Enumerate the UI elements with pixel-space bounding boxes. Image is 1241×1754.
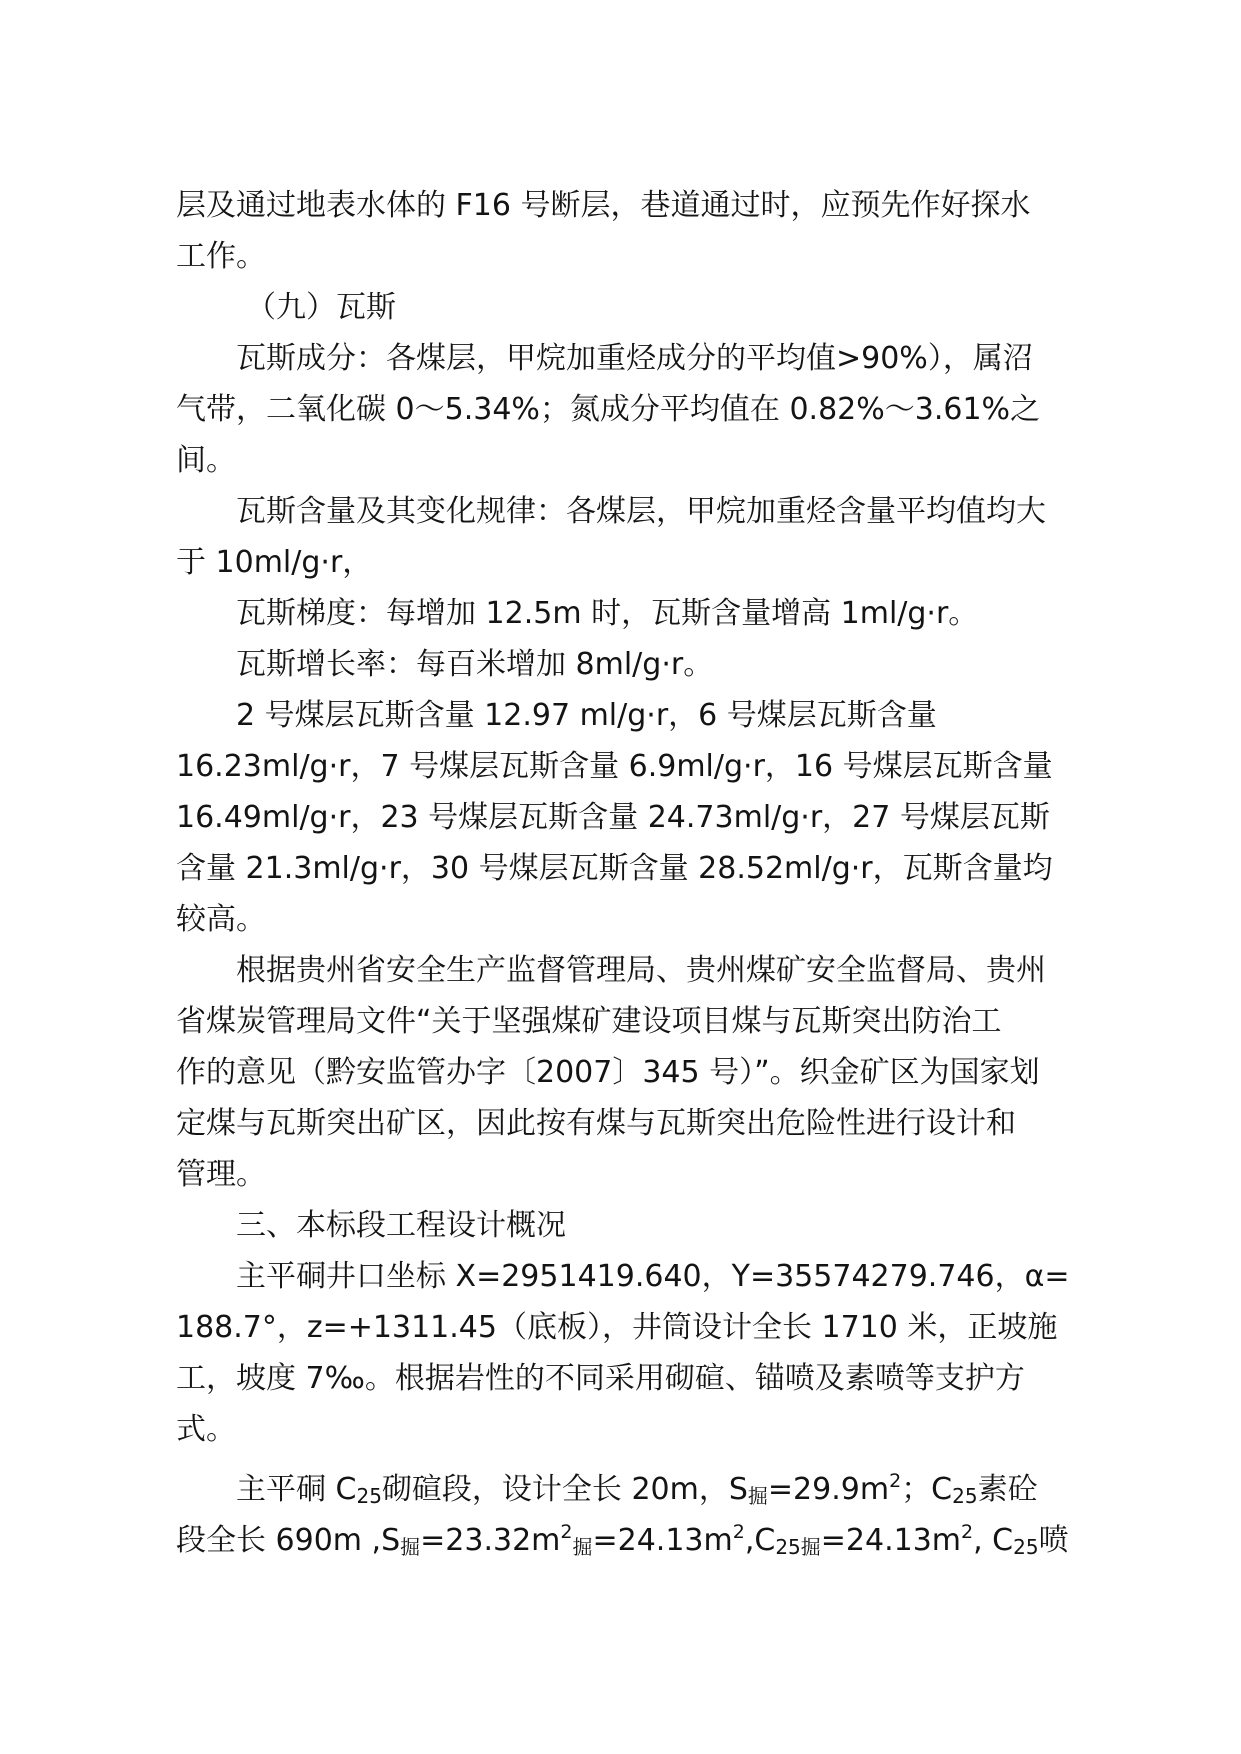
superscript: 2 (889, 1470, 902, 1492)
section-heading: 三、本标段工程设计概况 (236, 1208, 566, 1243)
formula-text: =24.13m (820, 1523, 962, 1558)
text-line: 含量 21.3ml/g·r，30 号煤层瓦斯含量 28.52ml/g·r，瓦斯含量均 (176, 851, 1053, 886)
superscript: 2 (961, 1521, 974, 1543)
text-line: 作的意见（黔安监管办字〔2007〕345 号）”。织金矿区为国家划 (176, 1055, 1040, 1090)
subscript: 掘 (800, 1535, 821, 1559)
formula-text: 砌碹段，设计全长 20m，S (381, 1472, 748, 1507)
text-line: 定煤与瓦斯突出矿区，因此按有煤与瓦斯突出危险性进行设计和 (176, 1106, 1016, 1141)
subscript: 25 (356, 1484, 382, 1508)
formula-line (236, 1455, 1116, 1507)
text-line: 工，坡度 7‰。根据岩性的不同采用砌碹、锚喷及素喷等支护方 (176, 1361, 1025, 1396)
text-line: 16.49ml/g·r，23 号煤层瓦斯含量 24.73ml/g·r，27 号煤层瓦斯 (176, 800, 1050, 835)
subscript: 25 (775, 1535, 801, 1559)
subscript: 25 (1013, 1535, 1039, 1559)
formula-text: ,C (744, 1523, 776, 1558)
subscript: 掘 (747, 1484, 768, 1508)
text-line: 式。 (176, 1412, 236, 1447)
text-line: 瓦斯增长率：每百米增加 8ml/g·r。 (236, 647, 714, 682)
subscript: 25 (952, 1484, 978, 1508)
text-line: 工作。 (176, 239, 266, 274)
formula-line (176, 1506, 1116, 1558)
text-line: 瓦斯梯度：每增加 12.5m 时，瓦斯含量增高 1ml/g·r。 (236, 596, 979, 631)
formula-text: =23.32m (420, 1523, 561, 1558)
text-line: 管理。 (176, 1157, 266, 1192)
text-line: 瓦斯成分：各煤层，甲烷加重烃成分的平均值>90%），属沼 (236, 341, 1033, 376)
text-line: 气带，二氧化碳 0～5.34%；氮成分平均值在 0.82%～3.61%之 (176, 392, 1041, 427)
text-line: 根据贵州省安全生产监督管理局、贵州煤矿安全监督局、贵州 (236, 953, 1046, 988)
text-line: 较高。 (176, 902, 266, 937)
formula-text: =29.9m (767, 1472, 890, 1507)
formula-text: ；C (901, 1472, 953, 1507)
subscript: 掘 (400, 1535, 421, 1559)
subscript: 掘 (572, 1535, 593, 1559)
text-line: 省煤炭管理局文件“关于坚强煤矿建设项目煤与瓦斯突出防治工 (176, 1004, 1002, 1039)
section-heading: （九）瓦斯 (246, 290, 396, 325)
superscript: 2 (732, 1521, 745, 1543)
text-line: 于 10ml/g·r， (176, 545, 373, 580)
text-line: 层及通过地表水体的 F16 号断层，巷道通过时，应预先作好探水 (176, 188, 1031, 223)
text-line: 主平硐井口坐标 X=2951419.640，Y=35574279.746，α= (236, 1259, 1070, 1294)
formula-text: 主平硐 C (236, 1472, 357, 1507)
text-line: 2 号煤层瓦斯含量 12.97 ml/g·r，6 号煤层瓦斯含量 (236, 698, 937, 733)
text-line: 16.23ml/g·r，7 号煤层瓦斯含量 6.9ml/g·r，16 号煤层瓦斯含量 (176, 749, 1053, 784)
text-line: 间。 (176, 443, 236, 478)
formula-text: , C (973, 1523, 1014, 1558)
superscript: 2 (560, 1521, 573, 1543)
formula-text: 素砼 (977, 1472, 1038, 1507)
formula-text: 段全长 690m ,S (176, 1523, 401, 1558)
text-line: 188.7°，z=+1311.45（底板），井筒设计全长 1710 米，正坡施 (176, 1310, 1058, 1345)
formula-text: 喷 (1038, 1523, 1069, 1558)
formula-text: =24.13m (592, 1523, 733, 1558)
text-line: 瓦斯含量及其变化规律：各煤层，甲烷加重烃含量平均值均大 (236, 494, 1046, 529)
